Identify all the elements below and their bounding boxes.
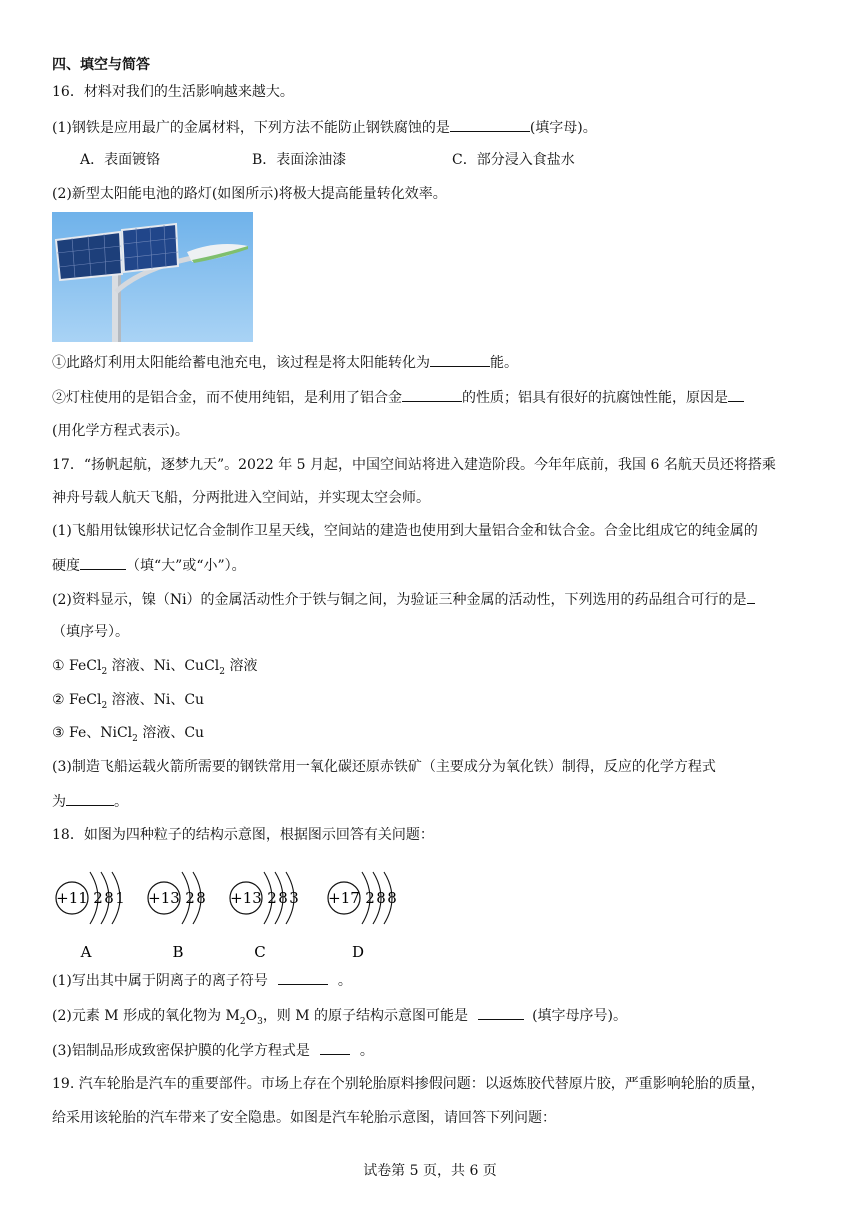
q17-part1-text: 硬度 [52,558,80,574]
q17-part3-line2 [52,791,128,812]
q18-stem: 18．如图为四种粒子的结构示意图，根据图示回答有关问题： [52,827,434,843]
electron-count: 8 [196,889,206,907]
choice-text: ③ Fe、NiCl [52,725,133,741]
q16-option-b: B．表面涂油漆 [252,152,347,168]
atom-diagram-A [56,872,125,961]
answer-blank[interactable] [66,791,114,806]
subscript: 2 [101,666,108,677]
subscript: 2 [132,733,138,744]
q16-option-c: C．部分浸入食盐水 [452,152,575,168]
q17-part2-line2: （填序号）。 [52,624,129,640]
subscript: 2 [219,666,226,677]
atom-label: D [351,943,365,961]
atom-diagram-B [148,872,206,961]
subscript: 2 [239,1016,246,1027]
answer-blank[interactable] [450,117,530,132]
q18-part3-text: (3)铝制品形成致密保护膜的化学方程式是 [52,1043,310,1059]
electron-count: 8 [387,889,397,907]
answer-blank[interactable] [402,387,462,402]
q16-item2-text: ②灯柱使用的是铝合金，而不使用纯铝，是利用了铝合金 [52,390,402,406]
electron-count: 8 [104,889,114,907]
answer-blank[interactable] [278,970,328,985]
q17-choice-3 [52,723,204,749]
choice-text: ② FeCl [52,692,102,708]
q17-choice-1 [52,656,257,682]
nucleus-charge: +17 [328,889,360,907]
atomic-structure-diagram [52,853,432,965]
electron-count: 8 [278,889,288,907]
q17-part3-line1: (3)制造飞船运载火箭所需要的钢铁常用一氧化碳还原赤铁矿（主要成分为氧化铁）制得，反应的化学方程式 [52,759,716,775]
section-title: 四、填空与简答 [52,57,150,73]
page-footer: 试卷第 5 页，共 6 页 [363,1163,497,1179]
q16-part1 [52,117,597,138]
electron-count: 2 [365,889,375,907]
q16-item2 [52,387,744,408]
q18-part2-suffix: (填字母序号)。 [532,1008,627,1024]
q17-stem-line1: 17．“扬帆起航，逐梦九天”。2022 年 5 月起，中国空间站将进入建造阶段。今年年底前，我国 6 名航天员还将搭乘 [52,457,776,473]
q16-part2: (2)新型太阳能电池的路灯(如图所示)将极大提高能量转化效率。 [52,186,447,202]
electron-count: 8 [376,889,386,907]
answer-blank[interactable] [747,589,755,604]
answer-blank[interactable] [728,387,744,402]
q16-part1-suffix: (填字母)。 [529,120,597,136]
q17-part1-suffix: （填“大”或“小”）。 [126,558,246,574]
q18-part2-text: ，则 M 的原子结构示意图可能是 [262,1008,469,1024]
answer-blank[interactable] [80,555,126,570]
nucleus-charge: +13 [148,889,180,907]
atom-label: B [172,943,184,961]
choice-text: 溶液、Ni、CuCl [107,658,220,674]
nucleus-charge: +13 [230,889,262,907]
nucleus-charge: +11 [56,889,88,907]
electron-count: 3 [289,889,299,907]
electron-count: 1 [115,889,125,907]
q19-stem-line2: 给采用该轮胎的汽车带来了安全隐患。如图是汽车轮胎示意图，请回答下列问题： [52,1110,556,1126]
q17-stem-line2: 神舟号载人航天飞船，分两批进入空间站，并实现太空会师。 [52,490,430,506]
subscript: 2 [101,700,108,711]
q17-part1-line1: (1)飞船用钛镍形状记忆合金制作卫星天线，空间站的建造也使用到大量铝合金和钛合金。合金比组成它的纯金属的 [52,523,758,539]
answer-blank[interactable] [478,1005,524,1020]
q16-part1-text: (1)钢铁是应用最广的金属材料，下列方法不能防止钢铁腐蚀的是 [52,120,450,136]
electron-count: 2 [185,889,195,907]
answer-blank[interactable] [320,1040,350,1055]
electron-count: 2 [267,889,277,907]
q16-item2-cont: (用化学方程式表示)。 [52,423,189,439]
atom-diagram-D [328,872,397,961]
q18-part2 [52,1005,627,1032]
q19-stem-line1: 19. 汽车轮胎是汽车的重要部件。市场上存在个别轮胎原料掺假问题：以返炼胶代替原片胶，严重影响轮胎的质量， [52,1076,765,1092]
choice-text: 溶液、Cu [137,725,205,741]
q18-part1-text: (1)写出其中属于阴离子的离子符号 [52,973,268,989]
q17-part3-text: 为 [52,794,66,810]
choice-text: 溶液 [225,658,258,674]
q18-part1-suffix: 。 [337,973,352,989]
q16-item1-text: ①此路灯利用太阳能给蓄电池充电，该过程是将太阳能转化为 [52,355,430,371]
q18-part3 [52,1040,374,1061]
solar-street-lamp-photo [52,212,253,342]
q17-part3-suffix: 。 [114,794,128,810]
q16-item1-suffix: 能。 [490,355,518,371]
answer-blank[interactable] [430,352,490,367]
q18-part2-text: O [245,1008,258,1024]
q18-part2-text: (2)元素 M 形成的氧化物为 M [52,1008,240,1024]
q16-stem: 16．材料对我们的生活影响越来越大。 [52,84,294,100]
q17-part2-text: (2)资料显示，镍（Ni）的金属活动性介于铁与铜之间，为验证三种金属的活动性，下列选用的药品组合可行的是 [52,592,747,608]
q16-item1 [52,352,518,373]
atom-diagram-C [230,872,299,961]
atom-label: A [80,943,92,961]
q18-part3-suffix: 。 [359,1043,374,1059]
q16-item2-text-b: 的性质；铝具有很好的抗腐蚀性能，原因是 [462,390,728,406]
choice-text: 溶液、Ni、Cu [107,692,205,708]
electron-count: 2 [93,889,103,907]
subscript: 3 [257,1016,263,1027]
atom-label: C [254,943,266,961]
q16-option-a: A．表面镀铬 [80,152,161,168]
q17-part1-line2 [52,555,246,576]
q17-part2-line1 [52,589,755,610]
q18-part1 [52,970,352,991]
q17-choice-2 [52,690,204,716]
choice-text: ① FeCl [52,658,102,674]
